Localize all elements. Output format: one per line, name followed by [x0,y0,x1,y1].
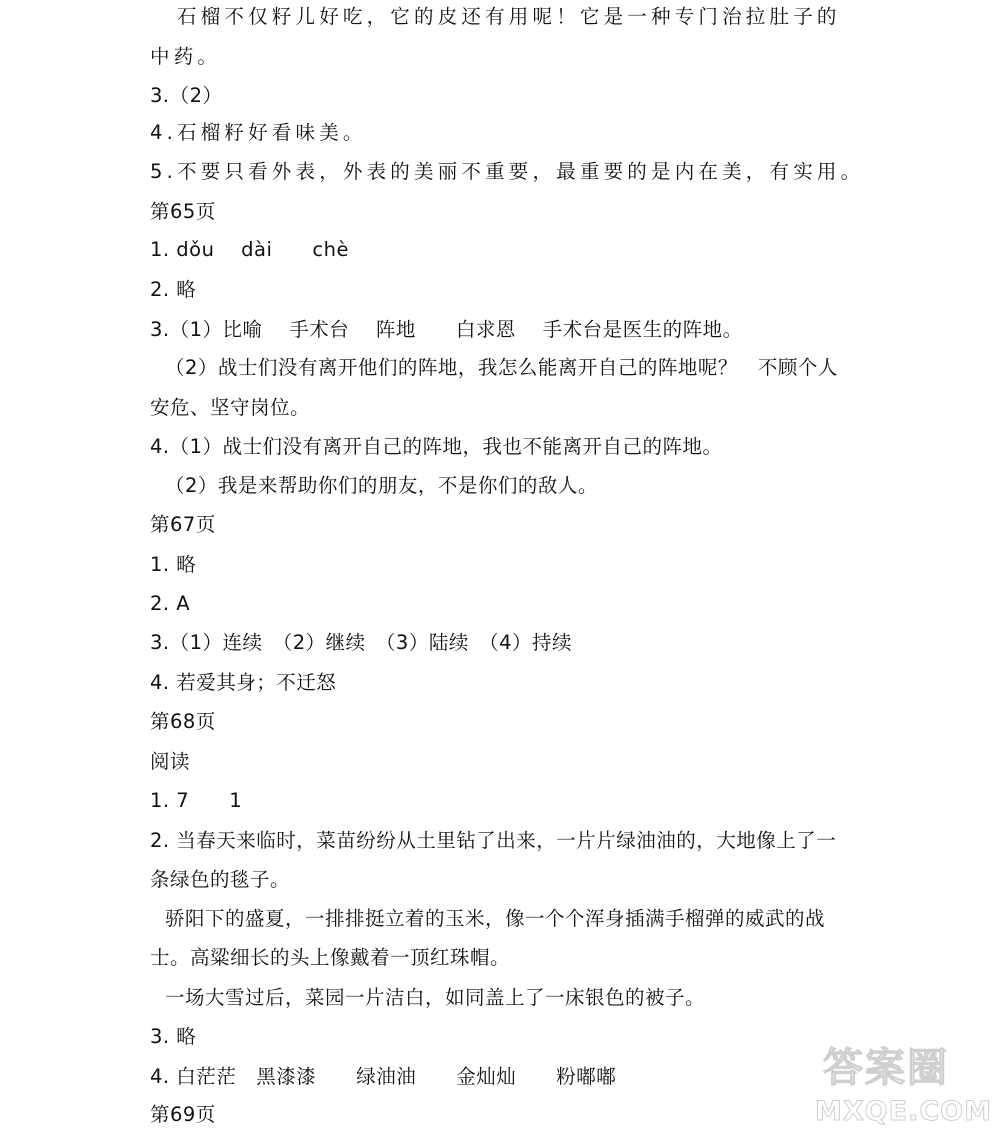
section-heading-reading: 阅读 [150,750,191,773]
text-line-1: 石榴不仅籽儿好吃，它的皮还有用呢！它是一种专门治拉肚子的 [177,5,841,28]
text-line-22: 2. 当春天来临时，菜苗纷纷从土里钻了出来，一片片绿油油的，大地像上了一 [150,829,837,852]
text-line-13: （2）我是来帮助你们的朋友，不是你们的敌人。 [165,474,598,497]
text-line-17: 3.（1）连续 （2）继续 （3）陆续 （4）持续 [150,631,572,654]
page-heading-68: 第68页 [150,710,216,733]
text-line-4: 4.石榴籽好看味美。 [150,121,367,144]
text-line-2: 中药。 [150,45,222,68]
text-line-23: 条绿色的毯子。 [150,868,291,891]
text-line-27: 3. 略 [150,1025,197,1048]
watermark-url-text: MXQE.COM [815,1096,992,1127]
page-heading-67: 第67页 [150,513,216,536]
page-heading-69: 第69页 [150,1103,216,1126]
site-watermark [815,1036,995,1130]
text-line-10: （2）战士们没有离开他们的阵地，我怎么能离开自己的阵地呢？ 不顾个人 [165,356,838,379]
text-line-16: 2. A [150,592,191,615]
text-line-3: 3.（2） [150,84,223,107]
text-line-18: 4. 若爱其身；不迁怒 [150,671,337,694]
text-line-11: 安危、坚守岗位。 [150,396,311,419]
text-line-21: 1. 7 1 [150,789,243,812]
page-heading-65: 第65页 [150,200,216,223]
text-line-28: 4. 白茫茫 黑漆漆 绿油油 金灿灿 粉嘟嘟 [150,1065,617,1088]
text-line-25: 士。高粱细长的头上像戴着一顶红珠帽。 [150,946,511,969]
text-line-15: 1. 略 [150,553,197,576]
text-line-9: 3.（1）比喻 手术台 阵地 白求恩 手术台是医生的阵地。 [150,318,743,341]
text-line-24: 骄阳下的盛夏，一排排挺立着的玉米，像一个个浑身插满手榴弹的威武的战 [165,907,826,930]
text-line-8: 2. 略 [150,278,197,301]
text-line-12: 4.（1）战士们没有离开自己的阵地，我也不能离开自己的阵地。 [150,435,723,458]
watermark-logo-text: 答案圈 [823,1045,949,1091]
text-line-26: 一场大雪过后，菜园一片洁白，如同盖上了一床银色的被子。 [165,986,706,1009]
text-line-7: 1. dǒu dài chè [150,238,349,261]
text-line-5: 5.不要只看外表，外表的美丽不重要，最重要的是内在美，有实用。 [150,160,865,183]
